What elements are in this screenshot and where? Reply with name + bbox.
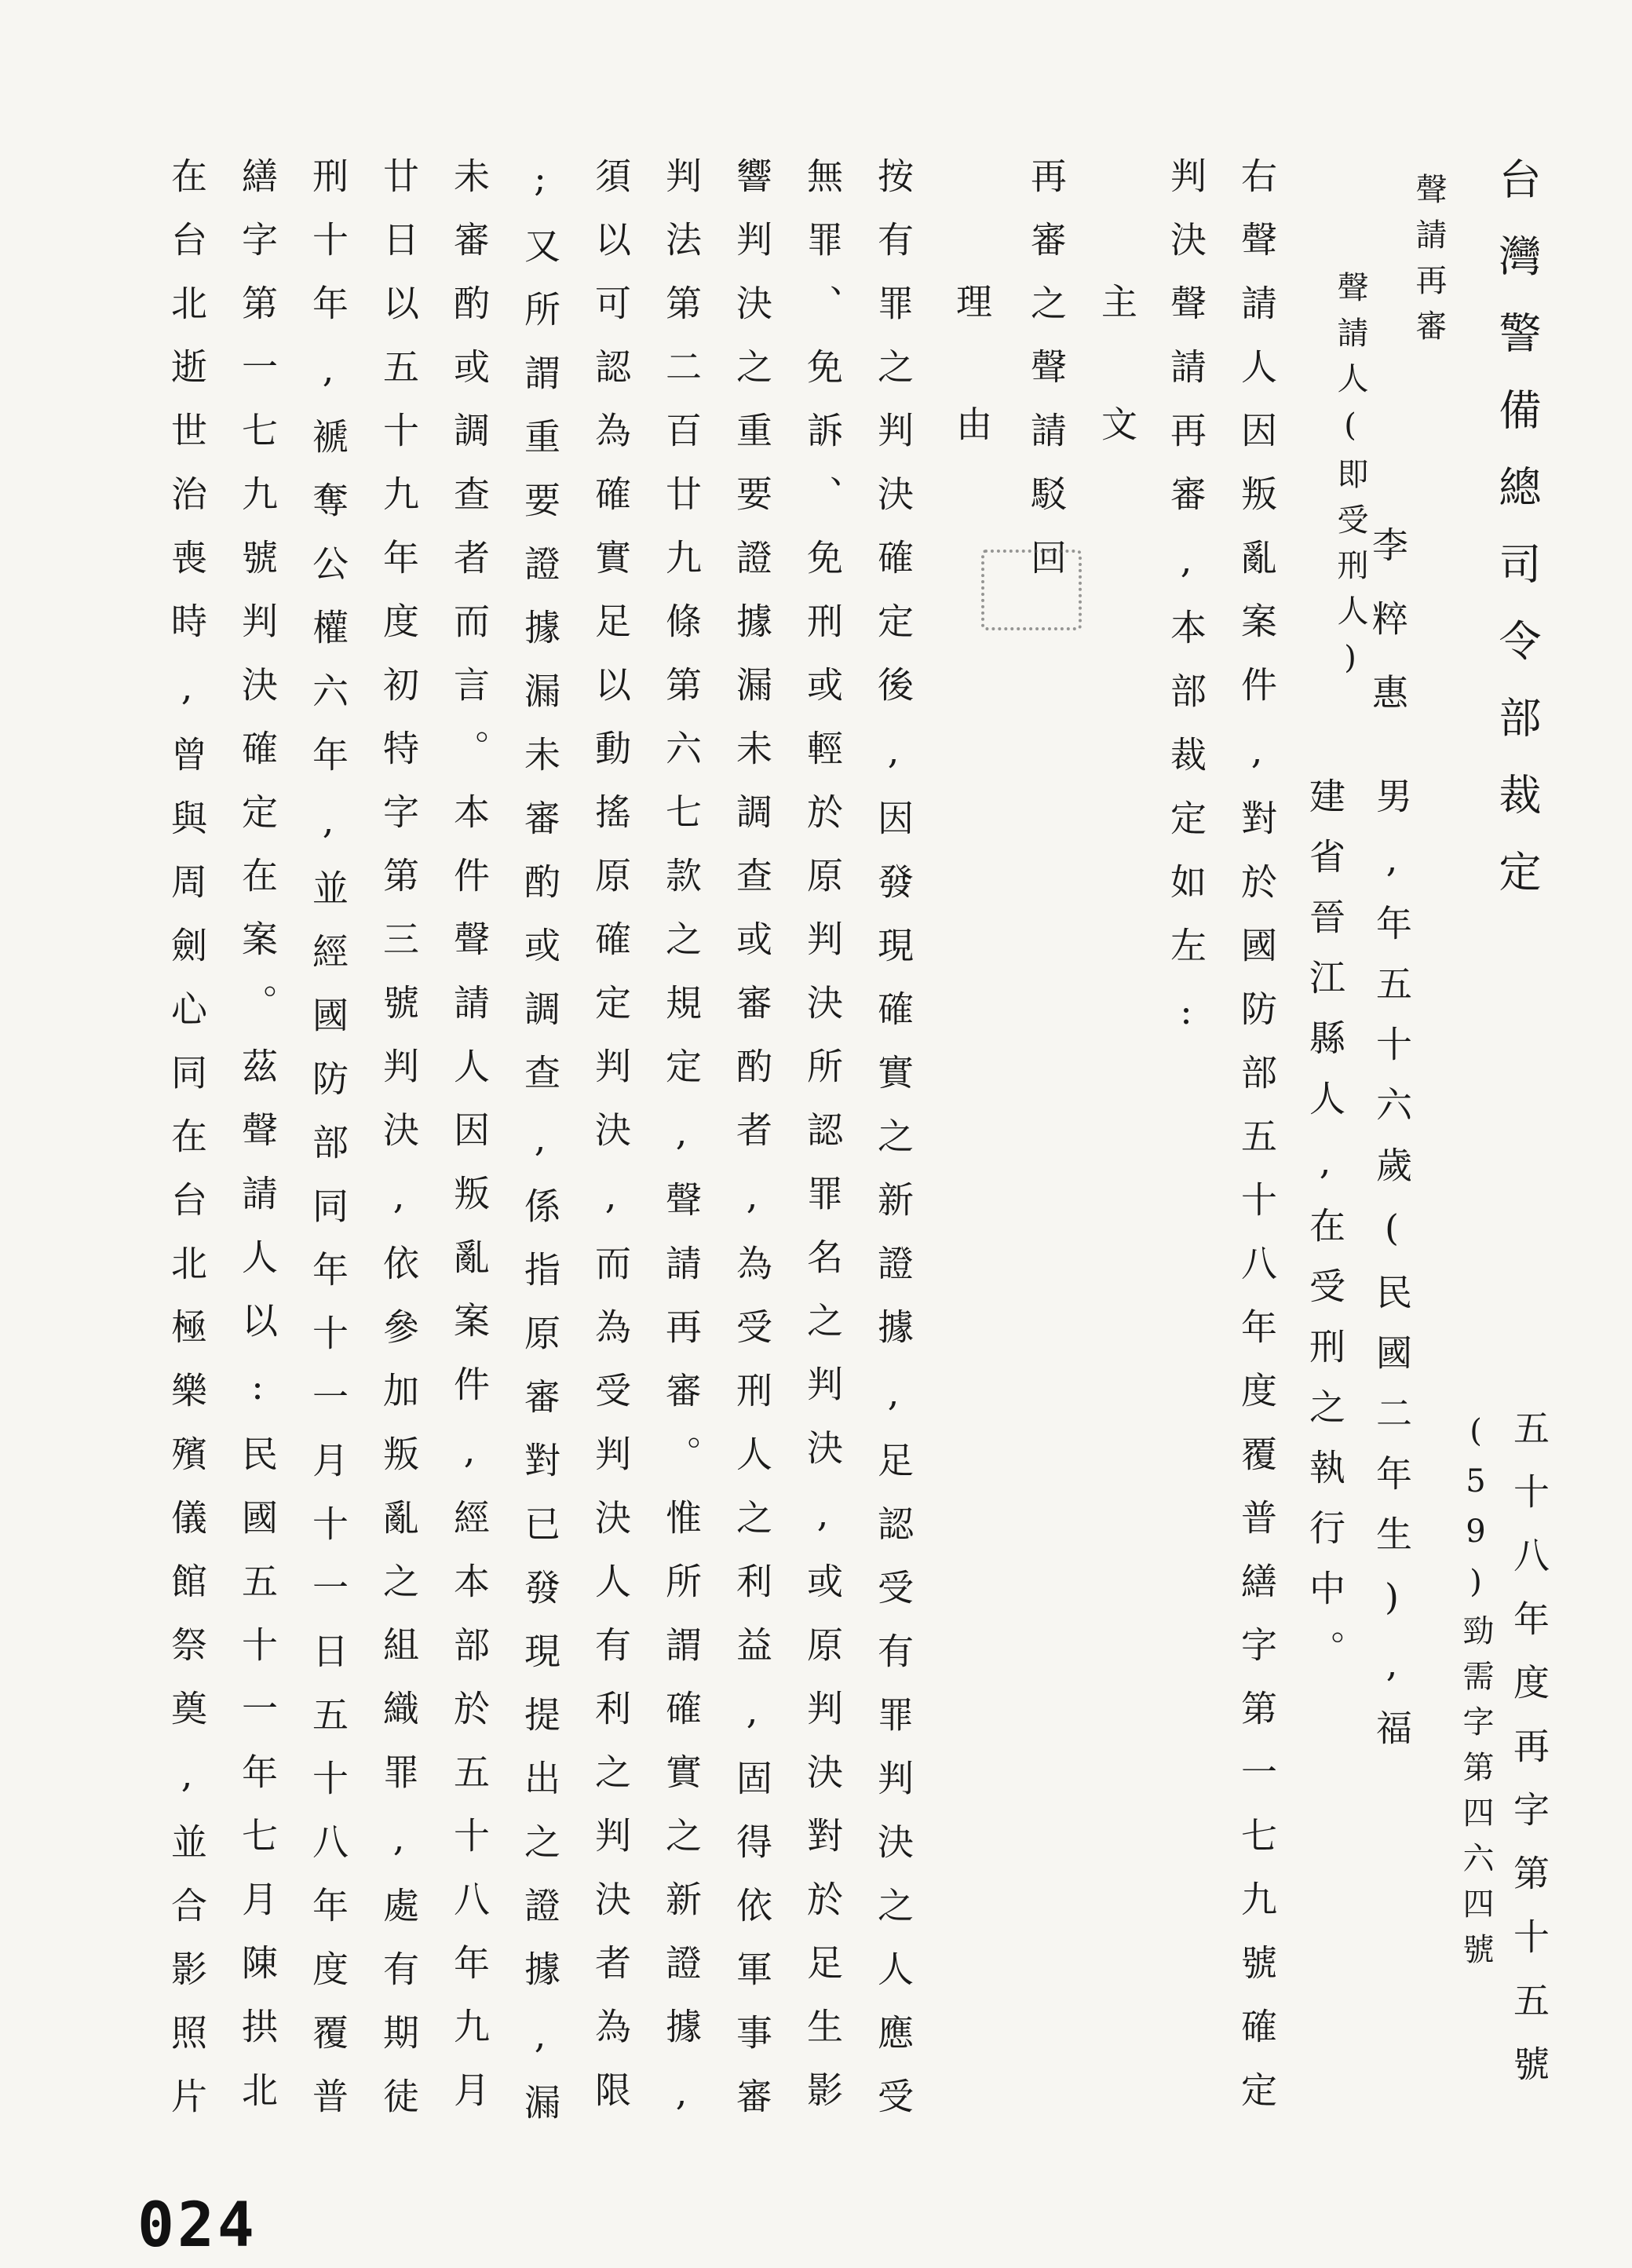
document-title: 台灣警備總司令部裁定: [1492, 157, 1542, 926]
stamp-seal: [981, 550, 1082, 630]
body-line-1: 右聲請人因叛亂案件,對於國防部五十八年度覆普繕字第一七九號確定: [1236, 157, 1278, 2135]
body-line-8: 響判決之重要證據漏未調查或審酌者,為受刑人之利益,固得依軍事審: [731, 157, 773, 2141]
applicant-info-1: 男,年五十六歲(民國二年生),福: [1371, 777, 1413, 1769]
applicant-label-1: 聲請再審: [1411, 173, 1447, 355]
body-line-6: 按有罪之判決確定後,因發現確實之新證據,足認受有罪判決之人應受: [872, 157, 915, 2141]
body-line-10: 須以可認為確實足以動搖原確定判決,而為受判決人有利之判決者為限: [590, 157, 632, 2135]
heading-main-text: 主文: [1096, 283, 1138, 528]
heading-reasons: 理由: [951, 283, 993, 528]
applicant-name: 李粹惠: [1367, 526, 1409, 747]
body-line-11: ;又所謂重要證據漏未審酌或調查,係指原審對已發現提出之證據,漏: [519, 157, 561, 2147]
body-line-12: 未審酌或調查者而言。本件聲請人因叛亂案件,經本部於五十八年九月: [448, 157, 491, 2135]
body-line-7: 無罪、免訴、免刑或輕於原判決所認罪名之判決,或原判決對於足生影: [801, 157, 844, 2135]
ruling-line: 再審之聲請駁回: [1025, 157, 1068, 602]
case-number: 五十八年度再字第十五號: [1508, 1409, 1550, 2109]
applicant-label-2: 聲請人(即受刑人): [1332, 271, 1368, 690]
reference-code: (59)勁需字第四六四號: [1458, 1413, 1494, 1978]
body-line-15: 繕字第一七九號判決確定在案。茲聲請人以:民國五十一年七月陳拱北: [236, 157, 279, 2135]
applicant-info-2: 建省晉江縣人,在受刑之執行中。: [1304, 777, 1346, 1690]
body-line-2: 判決聲請再審,本部裁定如左:: [1165, 157, 1207, 1060]
body-line-9: 判法第二百廿九條第六七款之規定,聲請再審。惟所謂確實之新證據,: [660, 157, 703, 2141]
body-line-16: 在台北逝世治喪時,曾與周劍心同在台北極樂殯儀館祭奠,並合影照片: [166, 157, 208, 2141]
body-line-14: 刑十年,褫奪公權六年,並經國防部同年十一月十一日五十八年度覆普: [307, 157, 349, 2141]
page-number: 024: [137, 2190, 257, 2261]
body-line-13: 廿日以五十九年度初特字第三號判決,依參加叛亂之組織罪,處有期徒: [378, 157, 420, 2141]
